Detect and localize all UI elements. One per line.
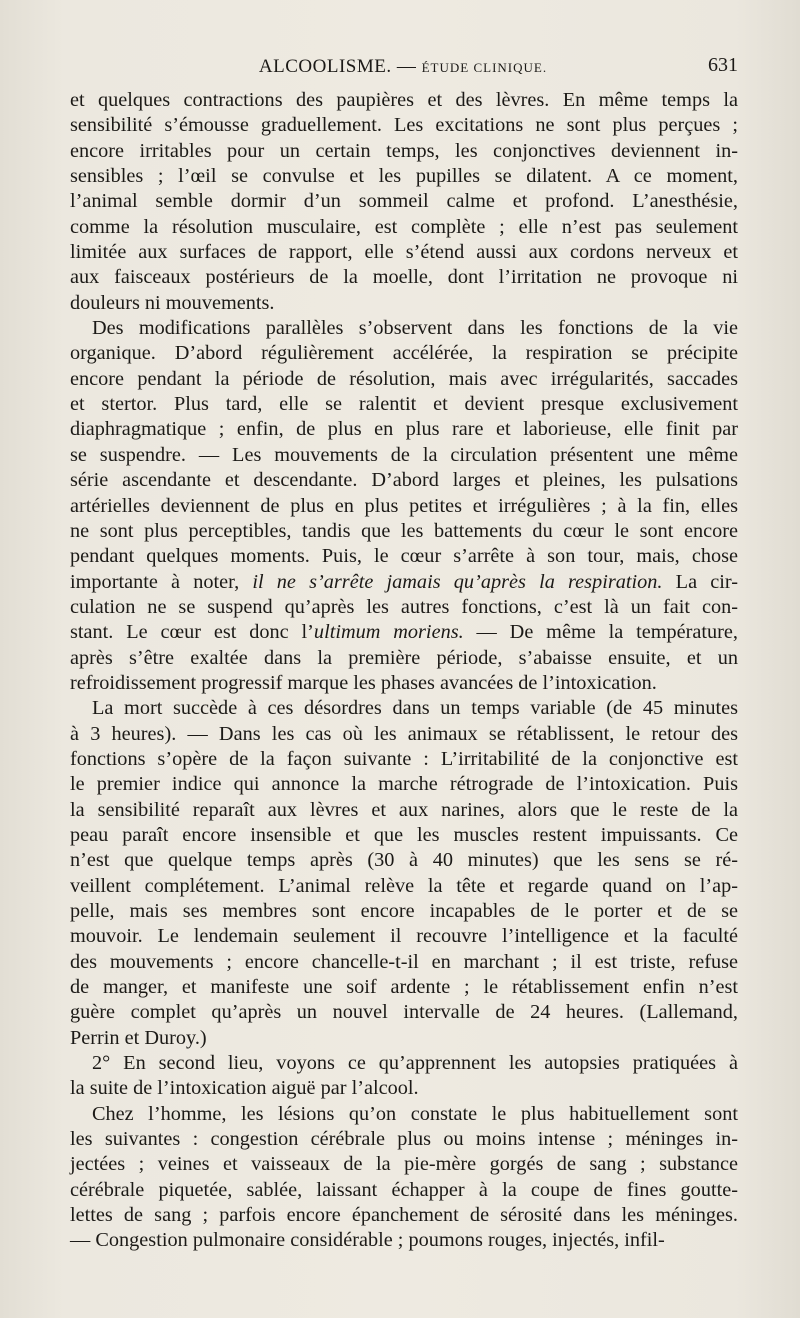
text-line: encore irritables pour un certain temps, les conjonctives deviennent in- xyxy=(70,139,738,162)
text-line: après s’être exaltée dans la première période, s’abaisse ensuite, et un xyxy=(70,646,738,669)
running-title xyxy=(68,56,738,78)
running-title-subtitle: ÉTUDE CLINIQUE. xyxy=(421,60,548,75)
text-line: sensibilité s’émousse graduellement. Les excitations ne sont plus perçues ; xyxy=(70,114,738,137)
text-line: veillent complétement. L’animal relève la tête et regarde quand on l’ap- xyxy=(70,874,738,897)
text-line: Des modifications parallèles s’observent dans les fonctions de la vie xyxy=(92,317,738,340)
text-line: Chez l’homme, les lésions qu’on constate le plus habituellement sont xyxy=(92,1102,738,1125)
text-line: Perrin et Duroy.) xyxy=(70,1026,207,1049)
text-line: 2° En second lieu, voyons ce qu’apprennent les autopsies pratiquées à xyxy=(92,1052,738,1075)
text-line xyxy=(70,570,738,595)
text-line: lettes de sang ; parfois encore épanchement de sérosité dans les méninges. xyxy=(70,1204,738,1227)
text-line: aux faisceaux postérieurs de la moelle, dont l’irritation ne provoque ni xyxy=(70,266,738,289)
italic-emphasis: ultimum moriens. xyxy=(313,621,464,644)
text-line: diaphragmatique ; enfin, de plus en plus rare et laborieuse, elle finit par xyxy=(70,418,738,441)
text-segment: stant. Le cœur est donc l’ xyxy=(70,621,314,644)
text-line: l’animal semble dormir d’un sommeil calme et profond. L’anesthésie, xyxy=(70,190,738,213)
text-line: jectées ; veines et vaisseaux de la pie-mère gorgés de sang ; substance xyxy=(70,1153,738,1176)
text-line: — Congestion pulmonaire considérable ; poumons rouges, injectés, infil- xyxy=(70,1229,665,1252)
running-title-main: ALCOOLISME. xyxy=(258,56,392,77)
text-line: pendant quelques moments. Puis, le cœur s’arrête à son tour, mais, chose xyxy=(70,545,738,568)
text-segment: La cir- xyxy=(662,570,738,593)
text-line: organique. D’abord régulièrement accélérée, la respiration se précipite xyxy=(70,342,738,365)
text-line: le premier indice qui annonce la marche rétrograde de l’intoxication. Puis xyxy=(70,773,738,796)
text-line: limitée aux surfaces de rapport, elle s’étend aussi aux cordons nerveux et xyxy=(70,241,738,264)
page-number: 631 xyxy=(708,54,738,76)
text-line xyxy=(70,620,738,645)
body-text xyxy=(70,88,738,1254)
text-segment: — De même la température, xyxy=(463,621,738,644)
italic-emphasis: il ne s’arrête jamais qu’après la respiration. xyxy=(252,570,663,593)
text-line: les suivantes : congestion cérébrale plus ou moins intense ; méninges in- xyxy=(70,1128,738,1151)
text-line: de manger, et manifeste une soif ardente ; le rétablissement enfin n’est xyxy=(70,976,738,999)
running-head xyxy=(68,48,738,84)
text-line: refroidissement progressif marque les phases avancées de l’intoxication. xyxy=(70,671,657,694)
text-line: se suspendre. — Les mouvements de la circulation présentent une même xyxy=(70,443,738,466)
text-line: sensibles ; l’œil se convulse et les pupilles se dilatent. A ce moment, xyxy=(70,165,738,188)
text-line: artérielles deviennent de plus en plus petites et irrégulières ; à la fin, elles xyxy=(70,494,738,517)
text-segment: importante à noter, xyxy=(70,570,253,593)
text-line: fonctions s’opère de la façon suivante : L’irritabilité de la conjonctive est xyxy=(70,747,738,770)
text-line: et stertor. Plus tard, elle se ralentit et devient presque exclusivement xyxy=(70,393,738,416)
text-line: n’est que quelque temps après (30 à 40 minutes) que les sens se ré- xyxy=(70,849,738,872)
text-line: douleurs ni mouvements. xyxy=(70,291,275,314)
text-line: la sensibilité reparaît aux lèvres et aux narines, alors que le reste de la xyxy=(70,798,738,821)
text-line: encore pendant la période de résolution, mais avec irrégularités, saccades xyxy=(70,367,738,390)
text-line: la suite de l’intoxication aiguë par l’alcool. xyxy=(70,1077,419,1100)
text-line: série ascendante et descendante. D’abord larges et pleines, les pulsations xyxy=(70,469,738,492)
text-line: cérébrale piquetée, sablée, laissant échapper à la coupe de fines goutte- xyxy=(70,1178,738,1201)
text-line: guère complet qu’après un nouvel intervalle de 24 heures. (Lallemand, xyxy=(70,1001,738,1024)
text-line: pelle, mais ses membres sont encore incapables de le porter et de se xyxy=(70,900,738,922)
running-title-dash: — xyxy=(396,56,417,77)
text-line: ne sont plus perceptibles, tandis que les battements du cœur le sont encore xyxy=(70,519,738,542)
text-line: La mort succède à ces désordres dans un temps variable (de 45 minutes xyxy=(92,697,738,720)
text-line: comme la résolution musculaire, est complète ; elle n’est pas seulement xyxy=(70,215,738,238)
text-line: des mouvements ; encore chancelle-t-il en marchant ; il est triste, refuse xyxy=(70,950,738,973)
text-line: et quelques contractions des paupières et des lèvres. En même temps la xyxy=(70,89,738,111)
text-line: peau paraît encore insensible et que les muscles restent impuissants. Ce xyxy=(70,823,738,846)
text-line: culation ne se suspend qu’après les autres fonctions, c’est là un fait con- xyxy=(70,595,738,618)
text-line: mouvoir. Le lendemain seulement il recouvre l’intelligence et la faculté xyxy=(70,925,738,948)
text-line: à 3 heures). — Dans les cas où les animaux se rétablissent, le retour des xyxy=(70,722,738,745)
